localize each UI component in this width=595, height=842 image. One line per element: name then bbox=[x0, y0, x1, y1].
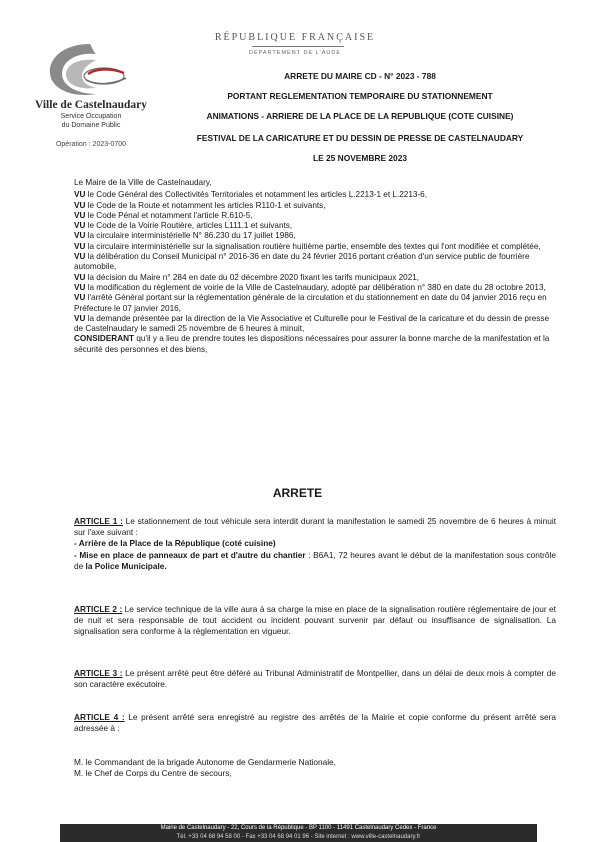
service-line: Service Occupation bbox=[60, 113, 122, 120]
article-text: Le stationnement de tout véhicule sera interdit durant la manifestation le samedi 25 novembre de 6 heures à minuit sur l'axe suivant : bbox=[74, 516, 556, 538]
consideration-text: le Code de la Voirie Routière, articles L111.1 et suivants, bbox=[85, 221, 293, 231]
article-label: ARTICLE 2 : bbox=[74, 604, 123, 614]
consideration-keyword: VU bbox=[74, 252, 86, 262]
divider bbox=[252, 46, 344, 47]
consideration-keyword: VU bbox=[74, 241, 86, 251]
consideration-keyword: VU bbox=[74, 272, 86, 282]
article-text: Le service technique de la ville aura à sa charge la mise en place de la signalisation routière réglementaire de jour et de nuit et sera responsable de tout accident ou incident pouvant survenir par défaut ou insuffisance de signalisation. La signalisation sera conforme à la réglementation en vigueur. bbox=[74, 604, 556, 637]
service-name bbox=[26, 113, 156, 130]
article-text: Le présent arrêté sera enregistré au registre des arrêtés de la Mairie et copie conforme du présent arrêté sera adressée à : bbox=[74, 712, 556, 734]
consideration-text: la décision du Maire n° 284 en date du 02 décembre 2020 fixant les tarifs municipaux 2021, bbox=[85, 272, 420, 282]
consideration-keyword: VU bbox=[74, 313, 86, 323]
decree-location: ANIMATIONS - ARRIERE DE LA PLACE DE LA REPUBLIQUE (COTE CUISINE) bbox=[206, 111, 514, 121]
consideration bbox=[74, 201, 556, 211]
consideration-keyword: VU bbox=[74, 293, 86, 303]
consideration bbox=[74, 314, 556, 335]
consideration-text: la circulaire interministérielle sur la signalisation routière huitième partie, ensemble des textes qui l'ont modifiée et complétée, bbox=[85, 241, 541, 251]
article-1 bbox=[74, 516, 556, 572]
preamble-intro: Le Maire de la Ville de Castelnaudary, bbox=[74, 178, 212, 187]
consideration-text: le Code de la Route et notamment les articles R110-1 et suivants, bbox=[85, 200, 326, 210]
article-paragraph bbox=[74, 668, 556, 690]
decree-event: FESTIVAL DE LA CARICATURE ET DU DESSIN DE PRESSE DE CASTELNAUDARY bbox=[196, 133, 524, 143]
republic-heading: RÉPUBLIQUE FRANÇAISE bbox=[214, 32, 376, 43]
decision-title: ARRETE bbox=[272, 486, 323, 500]
consideration bbox=[74, 252, 556, 273]
preamble bbox=[74, 178, 556, 355]
consideration bbox=[74, 211, 556, 221]
consideration-text: le Code Général des Collectivités Territoriales et notamment les articles L.2213-1 et L.2213-6, bbox=[85, 190, 427, 200]
footer-contact: Tél. +33 04 68 94 58 00 - Fax +33 04 68 94 01 96 - Site internet : www.ville-castelnaudary.fr bbox=[176, 834, 421, 840]
consideration-keyword: VU bbox=[74, 190, 86, 200]
article-paragraph bbox=[74, 604, 556, 638]
consideration-text: la modification du règlement de voirie de la Ville de Castelnaudary, adopté par délibération n° 380 en date du 28 octobre 2013, bbox=[85, 282, 546, 292]
decree-subject: PORTANT REGLEMENTATION TEMPORAIRE DU STATIONNEMENT bbox=[227, 91, 493, 101]
consideration-keyword: VU bbox=[74, 210, 86, 220]
service-line: du Domaine Public bbox=[61, 121, 121, 129]
article-item bbox=[74, 550, 556, 572]
article-label: ARTICLE 1 : bbox=[74, 516, 123, 526]
article-item-bold: la Police Municipale. bbox=[85, 560, 167, 571]
consideration bbox=[74, 190, 556, 200]
consideration bbox=[74, 273, 556, 283]
article-label: ARTICLE 4 : bbox=[74, 712, 125, 722]
consideration-text: qu'il y a lieu de prendre toutes les dispositions nécessaires pour assurer la bonne marche de la manifestation et la sécurité des personnes et des biens, bbox=[74, 334, 550, 354]
article-paragraph bbox=[74, 712, 556, 734]
article-item-text: : B6A1, 72 heures avant le début de la manifestation sous contrôle de bbox=[74, 549, 556, 571]
recipient: M. le Commandant de la brigade Autonome de Gendarmerie Nationale, bbox=[74, 757, 336, 767]
consideration-text: le Code Pénal et notamment l'article R.610-5, bbox=[85, 210, 253, 220]
recipient: M. le Chef de Corps du Centre de secours, bbox=[74, 768, 232, 779]
article-2 bbox=[74, 604, 556, 638]
consideration bbox=[74, 293, 556, 314]
consideration-keyword: CONSIDERANT bbox=[74, 334, 135, 344]
footer-address: Mairie de Castelnaudary - 22, Cours de la République - BP 1100 - 11491 Castelnaudary Cedex - France bbox=[160, 825, 437, 831]
consideration bbox=[74, 283, 556, 293]
decree-date: LE 25 NOVEMBRE 2023 bbox=[312, 153, 408, 163]
department-heading: DÉPARTEMENT DE L'AUDE bbox=[248, 50, 342, 56]
consideration bbox=[74, 231, 556, 241]
city-name: Ville de Castelnaudary bbox=[34, 99, 148, 111]
consideration-keyword: VU bbox=[74, 231, 86, 241]
consideration-text: l'arrêté Général portant sur la réglementation générale de la circulation et du stationnement en date du 04 janvier 2016 reçu en Préfecture le 07 janvier 2016, bbox=[74, 293, 547, 313]
article-label: ARTICLE 3 : bbox=[74, 668, 123, 678]
article-text: Le présent arrêté peut être déféré au Tribunal Administratif de Montpellier, dans un délai de deux mois à compter de son caractère exécutoire. bbox=[74, 668, 556, 690]
consideration-keyword: VU bbox=[74, 282, 86, 292]
consideration-text: la délibération du Conseil Municipal n° 2016-36 en date du 24 février 2016 portant création d'un service public de fourrière automobile, bbox=[74, 252, 530, 272]
footer-band bbox=[60, 824, 537, 842]
recipients-list bbox=[74, 757, 556, 779]
consideration bbox=[74, 334, 556, 355]
castelnaudary-logo-icon bbox=[44, 40, 136, 100]
consideration bbox=[74, 242, 556, 252]
article-3 bbox=[74, 668, 556, 690]
article-paragraph bbox=[74, 516, 556, 538]
consideration-text: la circulaire interministérielle N° 86.230 du 17 juillet 1986, bbox=[85, 231, 296, 241]
consideration-text: la demande présentée par la direction de la Vie Associative et Culturelle pour le Festival de la caricature et du dessin de presse de Castelnaudary le samedi 25 novembre de 6 heures à minuit, bbox=[74, 313, 549, 334]
decree-number: ARRETE DU MAIRE CD - N° 2023 - 788 bbox=[284, 71, 436, 81]
consideration-keyword: VU bbox=[74, 200, 86, 210]
article-4 bbox=[74, 712, 556, 734]
article-item-bold: - Mise en place de panneaux de part et d'autre du chantier bbox=[74, 549, 306, 560]
operation-number: Opération : 2023-0700 bbox=[55, 141, 127, 148]
consideration bbox=[74, 221, 556, 231]
article-item: - Arrière de la Place de la République (coté cuisine) bbox=[74, 538, 276, 549]
consideration-keyword: VU bbox=[74, 221, 86, 231]
